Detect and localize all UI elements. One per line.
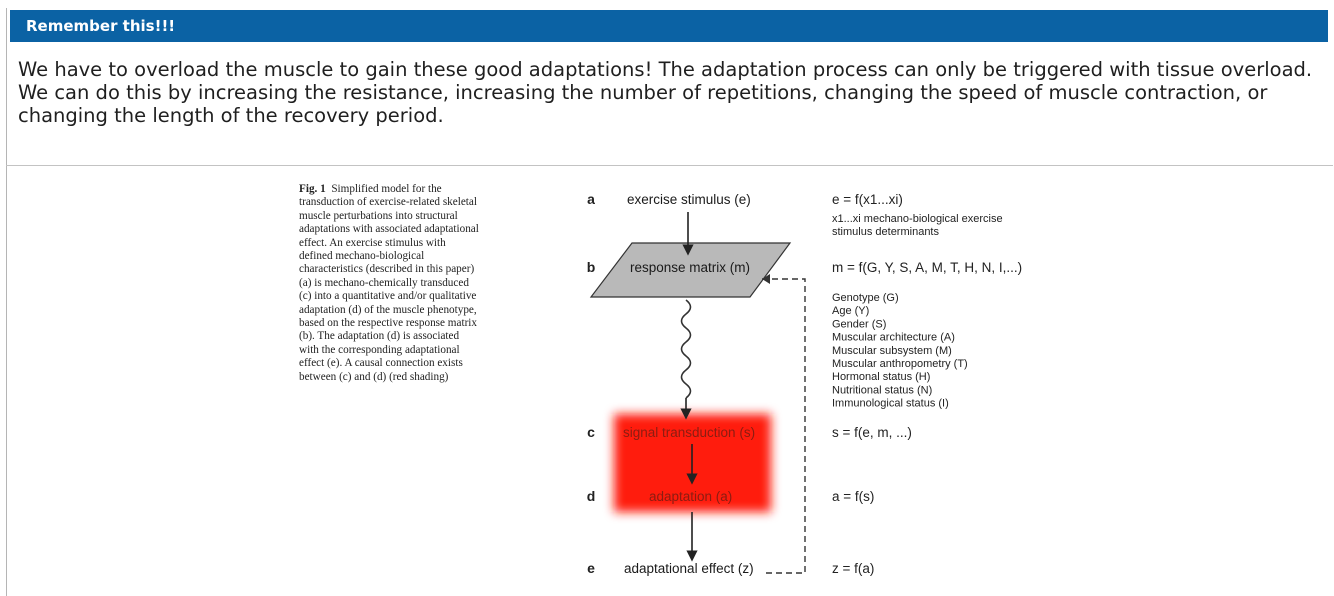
step-label-e: adaptational effect (z) <box>624 561 754 576</box>
step-formula-b: m = f(G, Y, S, A, M, T, H, N, I,...) <box>832 260 1023 275</box>
matrix-factor-item: Muscular subsystem (M) <box>832 344 952 357</box>
step-formula-e: z = f(a) <box>832 561 875 576</box>
step-letter-e: e <box>587 560 595 576</box>
step-label-a: exercise stimulus (e) <box>627 192 751 207</box>
step-label-c: signal transduction (s) <box>623 425 756 440</box>
step-formula-a: e = f(x1...xi) <box>832 192 903 207</box>
step-letter-b: b <box>586 259 596 275</box>
step-formula-d: a = f(s) <box>832 489 875 504</box>
matrix-factor-item: Gender (S) <box>832 318 887 331</box>
step-letter-d: d <box>586 488 596 504</box>
step-letter-c: c <box>587 424 595 440</box>
step-label-b: response matrix (m) <box>630 260 751 275</box>
stimulus-note-line-2: stimulus determinants <box>832 226 939 238</box>
matrix-factor-item: Age (Y) <box>832 305 870 318</box>
matrix-factor-item: Muscular anthropometry (T) <box>832 358 968 370</box>
wavy-connector <box>682 300 691 398</box>
caption-text: Simplified model for the transduction of exercise-related skeletal muscle perturbations into structural adaptations with associated adaptational effect. An exercise stimulus with defined mechano-biological characteristics (described in this paper) (a) is mechano-chemically transduced (c) into a quantitative and/or qualitative adaptation (d) of the muscle phenotype, based on the respective response matrix (b). The adaptation (d) is associated with the corresponding adaptational effect (e). A causal connection exists between (c) and (d) (red shading) <box>299 183 479 383</box>
step-label-d: adaptation (a) <box>649 489 733 504</box>
stimulus-note-line-1: x1...xi mechano-biological exercise <box>832 213 1003 225</box>
matrix-factor-item: Muscular architecture (A) <box>832 331 955 344</box>
matrix-factor-item: Immunological status (I) <box>832 397 949 410</box>
matrix-factors <box>832 292 968 410</box>
matrix-factor-item: Hormonal status (H) <box>832 371 931 384</box>
matrix-factor-item: Genotype (G) <box>832 292 899 304</box>
caption-label: Fig. 1 <box>299 183 326 195</box>
matrix-factor-item: Nutritional status (N) <box>832 384 933 397</box>
step-formula-c: s = f(e, m, ...) <box>832 425 912 440</box>
body-paragraph: We have to overload the muscle to gain these good adaptations! The adaptation process can only be triggered with tissue overload. We can do this by increasing the resistance, increasing the number of repetitions, changing the speed of muscle contraction, or changing the length of the recovery period. <box>18 58 1313 127</box>
callout-header: Remember this!!! <box>10 10 1328 42</box>
step-letter-a: a <box>587 191 595 207</box>
